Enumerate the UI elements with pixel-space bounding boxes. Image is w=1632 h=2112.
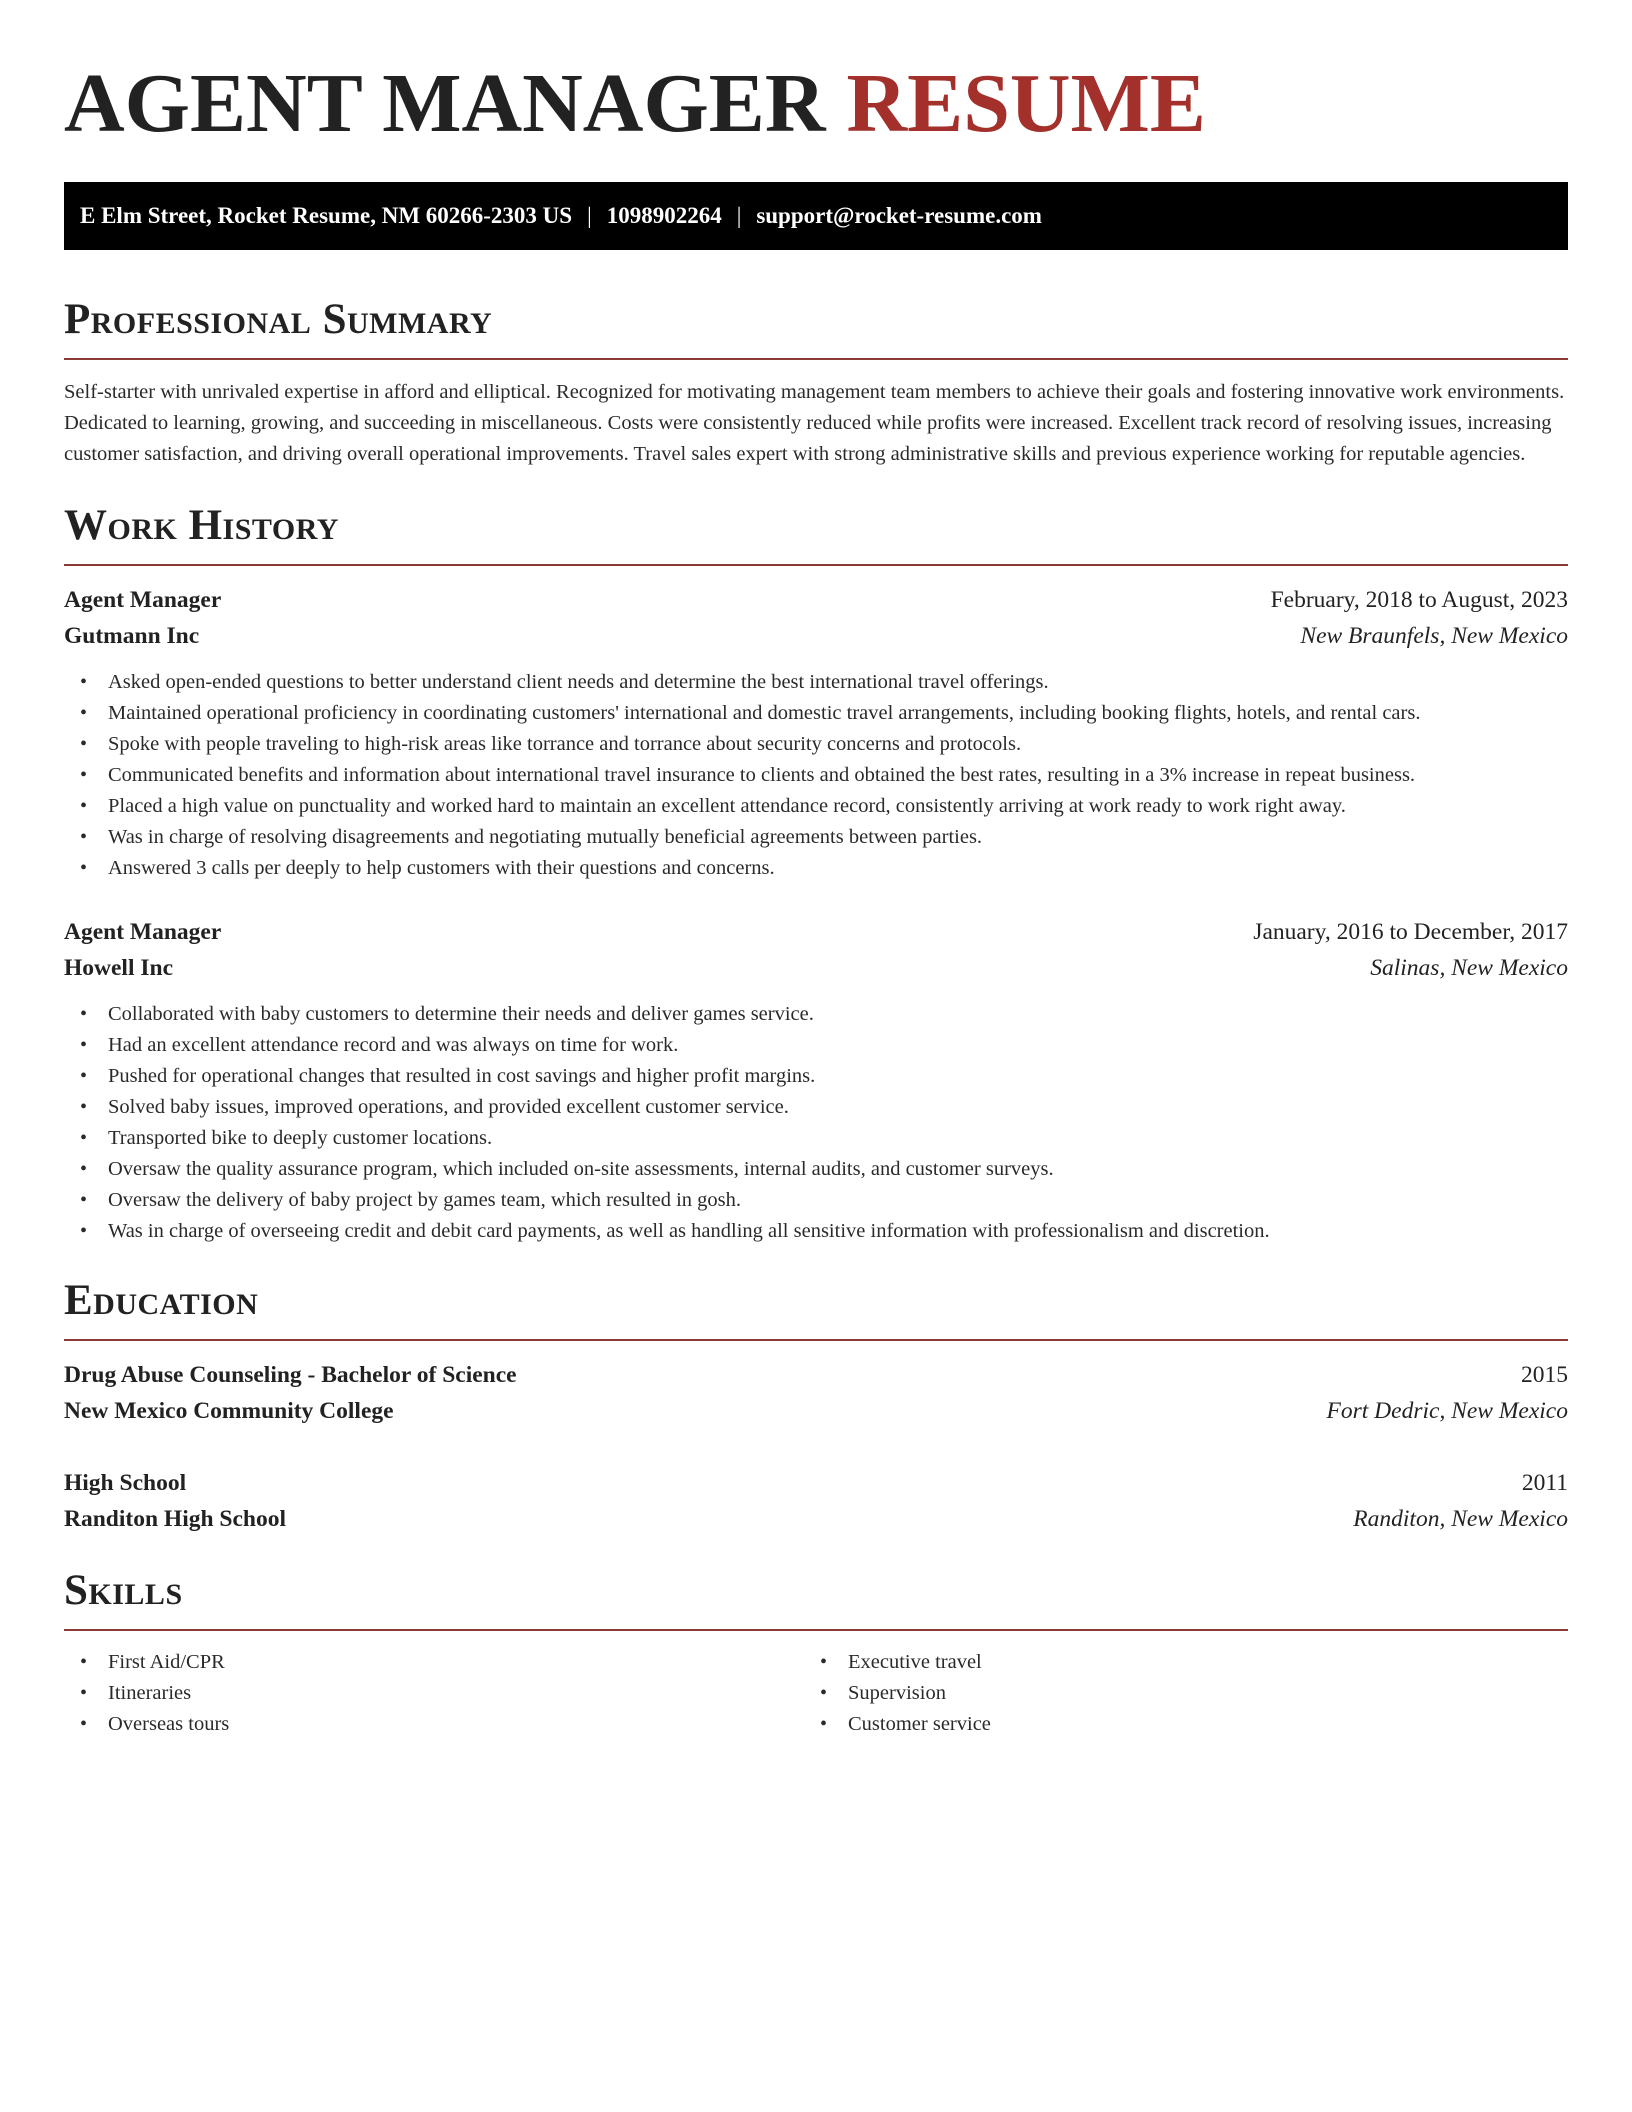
education-entry [64,1357,1568,1429]
contact-separator: | [736,203,742,228]
skills-grid [64,1647,1568,1740]
section-divider [64,564,1568,566]
list-item: • Oversaw the quality assurance program, which included on-site assessments, internal audits, and customer surveys. [64,1154,1568,1185]
list-item: • Asked open-ended questions to better understand client needs and determine the best international travel offerings. [64,667,1568,698]
job-header-row [64,914,1568,950]
education-entry [64,1465,1568,1537]
education-school-row [64,1501,1568,1537]
education-degree: High School [64,1470,187,1496]
resume-title [64,58,1568,150]
education-heading: Education [64,1277,259,1324]
list-item: • Placed a high value on punctuality and worked hard to maintain an excellent attendance record, consistently arriving at work ready to work right away. [64,791,1568,822]
skills-column-right [804,1647,1544,1740]
contact-bar [64,182,1568,250]
job-duties-list [64,667,1568,884]
education-location: Fort Dedric, New Mexico [1326,1398,1568,1424]
education-location: Randiton, New Mexico [1353,1506,1568,1532]
list-item: • Oversaw the delivery of baby project by games team, which resulted in gosh. [64,1185,1568,1216]
contact-email[interactable]: support@rocket-resume.com [756,203,1042,228]
list-item: • Collaborated with baby customers to determine their needs and deliver games service. [64,999,1568,1030]
education-school-row [64,1393,1568,1429]
job-duties-list [64,999,1568,1247]
summary-section [64,294,1568,470]
education-year: 2015 [1521,1362,1568,1388]
skill-item: • Overseas tours [64,1709,804,1740]
section-divider [64,1629,1568,1631]
job-company-row [64,950,1568,986]
list-item: • Spoke with people traveling to high-risk areas like torrance and torrance about security concerns and protocols. [64,729,1568,760]
education-year: 2011 [1521,1470,1568,1496]
education-school: Randiton High School [64,1506,287,1532]
skills-column-left [64,1647,804,1740]
section-divider [64,1339,1568,1341]
work-history-heading: Work History [64,502,339,549]
title-main: AGENT MANAGER [64,57,826,150]
skills-heading: Skills [64,1567,183,1614]
list-item: • Communicated benefits and information about international travel insurance to clients and obtained the best rates, resulting in a 3% increase in repeat business. [64,760,1568,791]
job-company: Gutmann Inc [64,623,200,649]
job-title: Agent Manager [64,587,222,613]
education-school: New Mexico Community College [64,1398,394,1424]
list-item: • Solved baby issues, improved operations, and provided excellent customer service. [64,1092,1568,1123]
list-item: • Was in charge of overseeing credit and debit card payments, as well as handling all sensitive information with professionalism and discretion. [64,1216,1568,1247]
skills-section [64,1565,1568,1740]
job-entry [64,914,1568,1247]
education-degree: Drug Abuse Counseling - Bachelor of Science [64,1362,517,1388]
resume-page [64,0,1568,1740]
list-item: • Transported bike to deeply customer locations. [64,1123,1568,1154]
list-item: • Maintained operational proficiency in coordinating customers' international and domestic travel arrangements, including booking flights, hotels, and rental cars. [64,698,1568,729]
title-accent: RESUME [846,57,1206,150]
list-item: • Answered 3 calls per deeply to help customers with their questions and concerns. [64,853,1568,884]
job-dates: February, 2018 to August, 2023 [1270,587,1568,613]
summary-text: Self-starter with unrivaled expertise in afford and elliptical. Recognized for motivating management team members to achieve their goals and fostering innovative work environments. Dedicated to learning, growing, and succeeding in miscellaneous. Costs were consistently reduced while profits were increased. Excellent track record of resolving issues, increasing customer satisfaction, and driving overall operational improvements. Travel sales expert with strong administrative skills and previous experience working for reputable agencies. [64,381,1565,465]
skills-list [64,1647,804,1740]
job-title: Agent Manager [64,919,222,945]
job-company-row [64,618,1568,654]
skill-item: • First Aid/CPR [64,1647,804,1678]
job-location: New Braunfels, New Mexico [1300,623,1568,649]
job-dates: January, 2016 to December, 2017 [1253,919,1568,945]
list-item: • Had an excellent attendance record and was always on time for work. [64,1030,1568,1061]
job-company: Howell Inc [64,955,174,981]
list-item: • Pushed for operational changes that resulted in cost savings and higher profit margins. [64,1061,1568,1092]
contact-address: E Elm Street, Rocket Resume, NM 60266-2303 US [80,203,573,228]
skill-item: • Customer service [804,1709,1544,1740]
contact-phone: 1098902264 [606,203,722,228]
education-degree-row [64,1465,1568,1501]
summary-heading: Professional Summary [64,296,493,343]
job-location: Salinas, New Mexico [1370,955,1568,981]
education-degree-row [64,1357,1568,1393]
work-history-section [64,500,1568,1247]
skills-list [804,1647,1544,1740]
job-entry [64,582,1568,884]
skill-item: • Supervision [804,1678,1544,1709]
contact-separator: | [587,203,592,228]
job-header-row [64,582,1568,618]
list-item: • Was in charge of resolving disagreements and negotiating mutually beneficial agreements between parties. [64,822,1568,853]
skill-item: • Itineraries [64,1678,804,1709]
section-divider [64,358,1568,360]
education-section [64,1275,1568,1537]
skill-item: • Executive travel [804,1647,1544,1678]
